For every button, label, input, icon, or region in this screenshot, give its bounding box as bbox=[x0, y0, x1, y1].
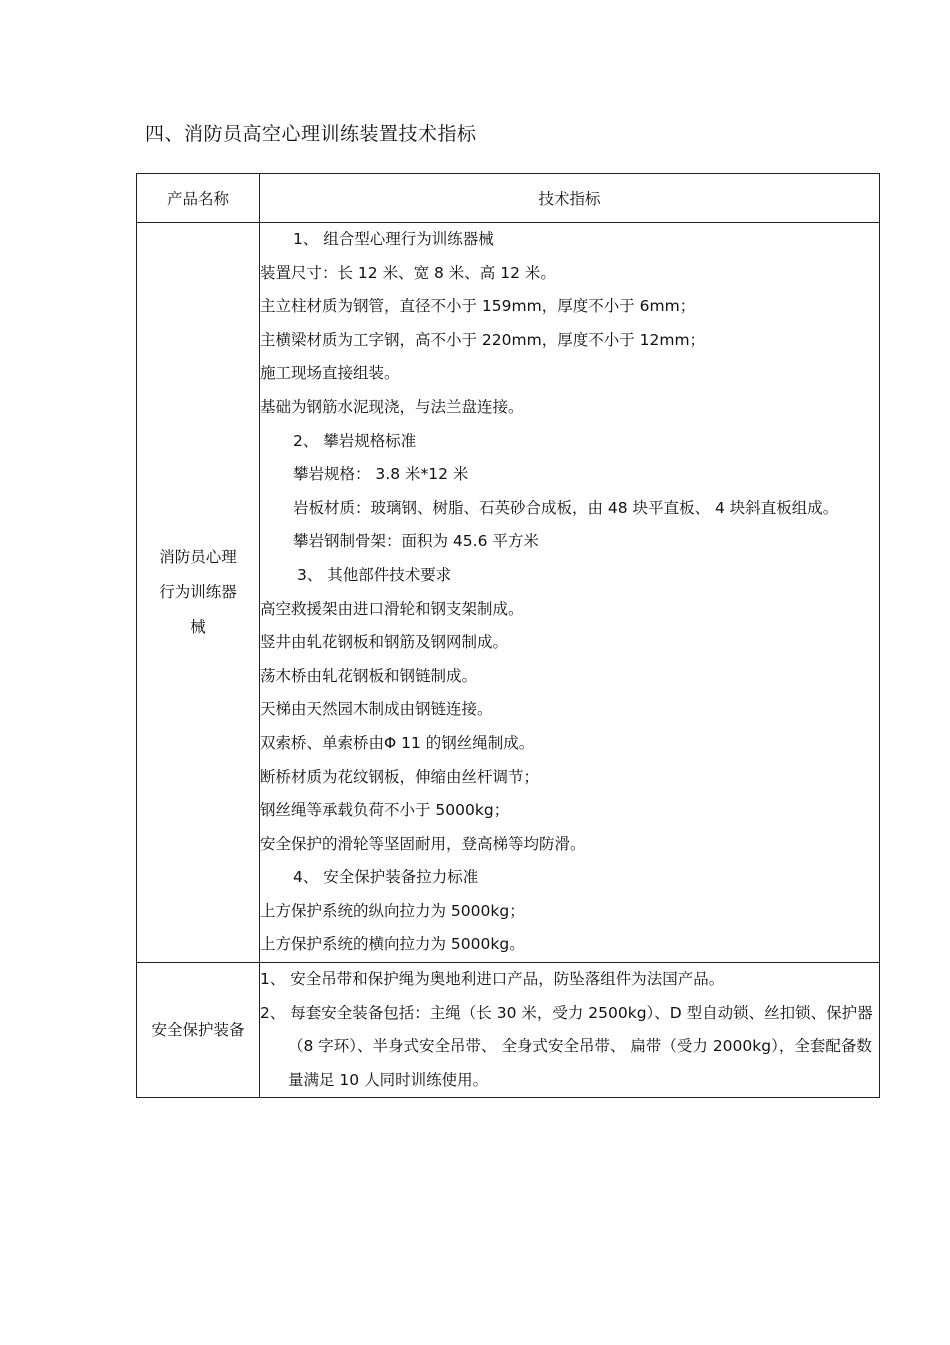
spec-line: 攀岩钢制骨架：面积为 45.6 平方米 bbox=[293, 532, 539, 551]
spec-line: 主横梁材质为工字钢，高不小于 220mm，厚度不小于 12mm； bbox=[260, 330, 706, 349]
product-name-cell: 安全保护装备 bbox=[137, 963, 260, 1098]
spec-line: 竖井由轧花钢板和钢筋及钢网制成。 bbox=[260, 633, 509, 652]
spec-line: 天梯由天然园木制成由钢链连接。 bbox=[260, 700, 493, 719]
spec-list-item: 1、 安全吊带和保护绳为奥地利进口产品，防坠落组件为法国产品。 bbox=[260, 970, 725, 989]
header-product-name: 产品名称 bbox=[137, 174, 260, 223]
table-header-row bbox=[137, 174, 880, 223]
spec-line: 基础为钢筋水泥现浇，与法兰盘连接。 bbox=[260, 397, 524, 416]
spec-table bbox=[136, 173, 880, 1098]
product-name-cell bbox=[137, 223, 260, 963]
spec-section-title: 2、 攀岩规格标准 bbox=[293, 431, 417, 450]
spec-line: 钢丝绳等承载负荷不小于 5000kg； bbox=[260, 801, 510, 820]
spec-cell bbox=[260, 223, 880, 963]
spec-line: 安全保护的滑轮等坚固耐用，登高梯等均防滑。 bbox=[260, 834, 586, 853]
spec-cell bbox=[260, 963, 880, 1098]
spec-section-title: 1、 组合型心理行为训练器械 bbox=[293, 230, 494, 248]
header-tech-spec: 技术指标 bbox=[260, 174, 880, 223]
spec-line: 主立柱材质为钢管，直径不小于 159mm，厚度不小于 6mm； bbox=[260, 297, 696, 316]
product-name-line: 行为训练器 bbox=[159, 583, 237, 602]
spec-line: 荡木桥由轧花钢板和钢链制成。 bbox=[260, 666, 478, 685]
table-row bbox=[137, 223, 880, 963]
spec-line: 高空救援架由进口滑轮和钢支架制成。 bbox=[260, 599, 524, 618]
section-heading: 四、消防员高空心理训练装置技术指标 bbox=[145, 123, 477, 145]
spec-line: 双索桥、单索桥由Φ 11 的钢丝绳制成。 bbox=[260, 733, 535, 752]
spec-line: 断桥材质为花纹钢板，伸缩由丝杆调节； bbox=[260, 767, 540, 786]
spec-section-title: 4、 安全保护装备拉力标准 bbox=[293, 868, 479, 887]
product-name-line: 械 bbox=[190, 618, 206, 637]
spec-line: 装置尺寸：长 12 米、宽 8 米、高 12 米。 bbox=[260, 263, 556, 282]
spec-line: 岩板材质：玻璃钢、树脂、石英砂合成板，由 48 块平直板、 4 块斜直板组成。 bbox=[293, 498, 839, 517]
spec-section-title: 3、 其他部件技术要求 bbox=[297, 565, 452, 584]
spec-line: 攀岩规格： 3.8 米*12 米 bbox=[293, 465, 469, 484]
product-name-line: 消防员心理 bbox=[159, 548, 237, 567]
table-row bbox=[137, 963, 880, 1098]
spec-line: 上方保护系统的横向拉力为 5000kg。 bbox=[260, 935, 525, 954]
spec-line: 上方保护系统的纵向拉力为 5000kg； bbox=[260, 901, 525, 920]
spec-line: 施工现场直接组装。 bbox=[260, 364, 400, 383]
spec-list-item: 2、 每套安全装备包括：主绳（长 30 米，受力 2500kg）、D 型自动锁、丝扣锁、保护器（8 字环）、半身式安全吊带、 全身式安全吊带、 扁带（受力 2000kg），全套配备数量满足 10 人同时训练使用。 bbox=[260, 1003, 873, 1089]
